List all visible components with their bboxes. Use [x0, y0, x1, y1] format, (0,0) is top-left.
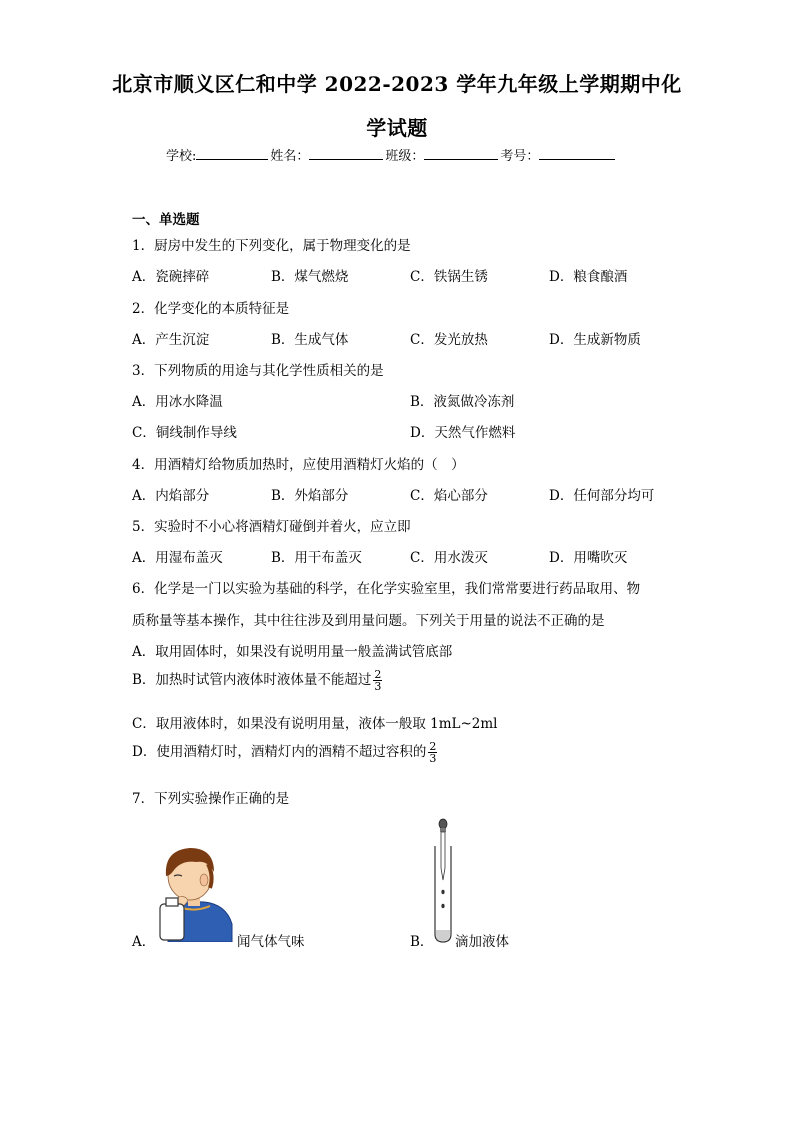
- q3-option-a[interactable]: A．用冰水降温: [132, 394, 223, 410]
- q6-option-d[interactable]: [132, 740, 437, 764]
- q1-option-d[interactable]: D．粮食酿酒: [549, 269, 628, 285]
- q1-option-b[interactable]: B．煤气燃烧: [271, 269, 349, 285]
- q3-option-d[interactable]: D．天然气作燃料: [410, 425, 516, 441]
- q4-stem: 4．用酒精灯给物质加热时，应使用酒精灯火焰的（ ）: [132, 457, 465, 473]
- q5-option-b[interactable]: B．用干布盖灭: [271, 550, 362, 566]
- q5-option-c[interactable]: C．用水泼灭: [410, 550, 488, 566]
- q2-option-a[interactable]: A．产生沉淀: [132, 332, 210, 348]
- q2-option-d[interactable]: D．生成新物质: [549, 332, 641, 348]
- q4-option-c[interactable]: C．焰心部分: [410, 488, 488, 504]
- q6-option-b[interactable]: [132, 668, 382, 692]
- fraction-two-thirds: [428, 741, 437, 764]
- q3-stem: 3．下列物质的用途与其化学性质相关的是: [132, 363, 384, 379]
- q7-option-a-label[interactable]: A．: [132, 934, 156, 950]
- fraction-numerator: 2: [374, 668, 382, 681]
- q6-stem-line2: 质称量等基本操作，其中往往涉及到用量问题。下列关于用量的说法不正确的是: [132, 613, 605, 629]
- person-smelling-bottle-icon: [152, 842, 234, 942]
- q4-option-b[interactable]: B．外焰部分: [271, 488, 349, 504]
- q7-stem: 7．下列实验操作正确的是: [132, 791, 290, 807]
- q6-option-c[interactable]: C．取用液体时，如果没有说明用量，液体一般取 1mL~2ml: [132, 716, 498, 732]
- class-label: 班级：: [385, 149, 425, 164]
- school-blank[interactable]: [196, 145, 268, 160]
- q6-option-d-text: D．使用酒精灯时，酒精灯内的酒精不超过容积的: [132, 744, 427, 760]
- q6-option-b-text: B．加热时试管内液体时液体量不能超过: [132, 672, 372, 688]
- q3-option-b[interactable]: B．液氮做冷冻剂: [410, 394, 515, 410]
- q6-option-a[interactable]: A．取用固体时，如果没有说明用量一般盖满试管底部: [132, 644, 453, 660]
- fraction-numerator: 2: [429, 740, 437, 753]
- q1-option-c[interactable]: C．铁锅生锈: [410, 269, 488, 285]
- section-title: 一、单选题: [132, 212, 200, 228]
- q5-stem: 5．实验时不小心将酒精灯碰倒并着火，应立即: [132, 519, 411, 535]
- school-label: 学校:: [166, 149, 197, 164]
- q7-option-b-label[interactable]: B．: [410, 934, 434, 950]
- q5-option-d[interactable]: D．用嘴吹灭: [549, 550, 628, 566]
- q3-option-c[interactable]: C．铜线制作导线: [132, 425, 237, 441]
- q6-stem-line1: 6．化学是一门以实验为基础的科学，在化学实验室里，我们常常要进行药品取用、物: [132, 581, 641, 597]
- name-blank[interactable]: [309, 145, 383, 160]
- page-title-line1: 北京市顺义区仁和中学 2022-2023 学年九年级上学期期中化: [112, 72, 682, 96]
- q1-option-a[interactable]: A．瓷碗摔碎: [132, 269, 210, 285]
- q7-option-a-caption: 闻气体气味: [237, 934, 305, 950]
- smell-gas-illustration: [152, 842, 234, 942]
- exam-no-blank[interactable]: [539, 145, 615, 160]
- class-blank[interactable]: [424, 145, 498, 160]
- fraction-denominator: 3: [374, 680, 382, 693]
- q2-stem: 2．化学变化的本质特征是: [132, 301, 290, 317]
- exam-no-label: 考号：: [500, 149, 540, 164]
- q1-stem: 1．厨房中发生的下列变化，属于物理变化的是: [132, 238, 411, 254]
- q2-option-b[interactable]: B．生成气体: [271, 332, 349, 348]
- q7-option-b-caption: 滴加液体: [455, 934, 509, 950]
- name-label: 姓名：: [270, 149, 310, 164]
- q4-option-d[interactable]: D．任何部分均可: [549, 488, 655, 504]
- student-info-line: [166, 145, 617, 164]
- q4-option-a[interactable]: A．内焰部分: [132, 488, 210, 504]
- add-liquid-illustration: [432, 818, 454, 946]
- q2-option-c[interactable]: C．发光放热: [410, 332, 488, 348]
- q5-option-a[interactable]: A．用湿布盖灭: [132, 550, 223, 566]
- fraction-denominator: 3: [429, 752, 437, 765]
- fraction-two-thirds: [373, 669, 382, 692]
- page-title-line2: 学试题: [366, 116, 428, 140]
- dropper-test-tube-icon: [432, 818, 454, 946]
